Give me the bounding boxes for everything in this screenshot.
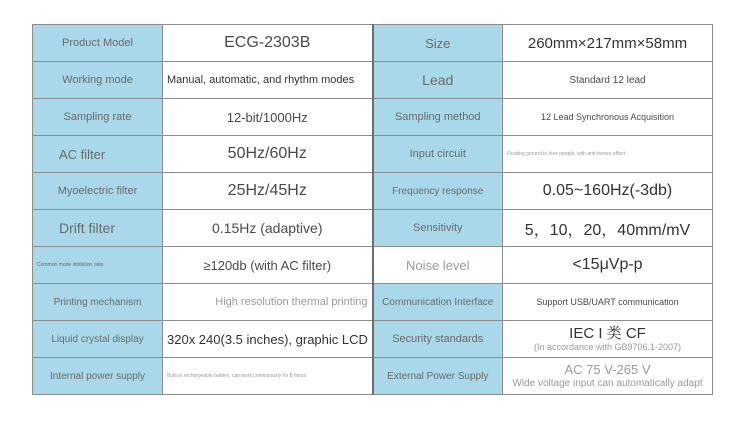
- table-row: [33, 284, 713, 321]
- spec-value: ≥120db (with AC filter): [163, 247, 373, 284]
- spec-label: Product Model: [33, 25, 163, 62]
- spec-label: Common mode inhibition ratio: [33, 247, 163, 284]
- spec-label: Working mode: [33, 62, 163, 99]
- spec-label: Size: [373, 25, 503, 62]
- spec-label: Noise level: [373, 247, 503, 284]
- table-row: [33, 321, 713, 358]
- spec-value: Standard 12 lead: [503, 62, 713, 99]
- table-row: [33, 62, 713, 99]
- table-row: [33, 358, 713, 395]
- spec-value: Manual, automatic, and rhythm modes: [163, 62, 373, 99]
- spec-value: 12 Lead Synchronous Acquisition: [503, 99, 713, 136]
- spec-value-note: Wide voltage input can automatically adapt: [512, 377, 703, 389]
- table-row: [33, 210, 713, 247]
- spec-value-note: (In accordance with GB9706.1-2007): [533, 342, 682, 353]
- spec-value: 12-bit/1000Hz: [163, 99, 373, 136]
- spec-label: Myoelectric filter: [33, 173, 163, 210]
- spec-label: Security standards: [373, 321, 503, 358]
- spec-value: 5，10，20，40mm/mV: [503, 210, 713, 247]
- table-row: [33, 173, 713, 210]
- spec-value: 260mm×217mm×58mm: [503, 25, 713, 62]
- spec-value: 50Hz/60Hz: [163, 136, 373, 173]
- spec-value: Built-in rechargeable battery, can work continuously for 8 hours: [163, 358, 373, 395]
- spec-label: Communication Interface: [373, 284, 503, 321]
- spec-label: Internal power supply: [33, 358, 163, 395]
- spec-label: Sampling rate: [33, 99, 163, 136]
- spec-value: 25Hz/45Hz: [163, 173, 373, 210]
- spec-value: Floating ground to lose people, with anti-tremor effect: [503, 136, 713, 173]
- spec-value: 320x 240(3.5 inches), graphic LCD: [163, 321, 373, 358]
- spec-value: <15μVp-p: [503, 247, 713, 284]
- spec-value-group: [503, 358, 713, 395]
- table-row: [33, 247, 713, 284]
- spec-label: Printing mechanism: [33, 284, 163, 321]
- spec-label: Sampling method: [373, 99, 503, 136]
- spec-value: High resolution thermal printing: [163, 284, 373, 321]
- spec-value-group: [503, 321, 713, 358]
- spec-label: AC filter: [33, 136, 163, 173]
- spec-label: Drift filter: [33, 210, 163, 247]
- spec-label: External Power Supply: [373, 358, 503, 395]
- spec-label: Lead: [373, 62, 503, 99]
- table-row: [33, 136, 713, 173]
- spec-table: [32, 24, 713, 395]
- spec-label: Sensitivity: [373, 210, 503, 247]
- spec-label: Input circuit: [373, 136, 503, 173]
- spec-label: Liquid crystal display: [33, 321, 163, 358]
- spec-value: ECG-2303B: [163, 25, 373, 62]
- table-row: [33, 25, 713, 62]
- spec-value: 0.05~160Hz(-3db): [503, 173, 713, 210]
- spec-label: Frequency response: [373, 173, 503, 210]
- spec-value: 0.15Hz (adaptive): [163, 210, 373, 247]
- spec-value: AC 75 V-265 V: [564, 361, 651, 377]
- table-row: [33, 99, 713, 136]
- spec-value: IEC I 类 CF: [569, 325, 646, 343]
- spec-value: Support USB/UART communication: [503, 284, 713, 321]
